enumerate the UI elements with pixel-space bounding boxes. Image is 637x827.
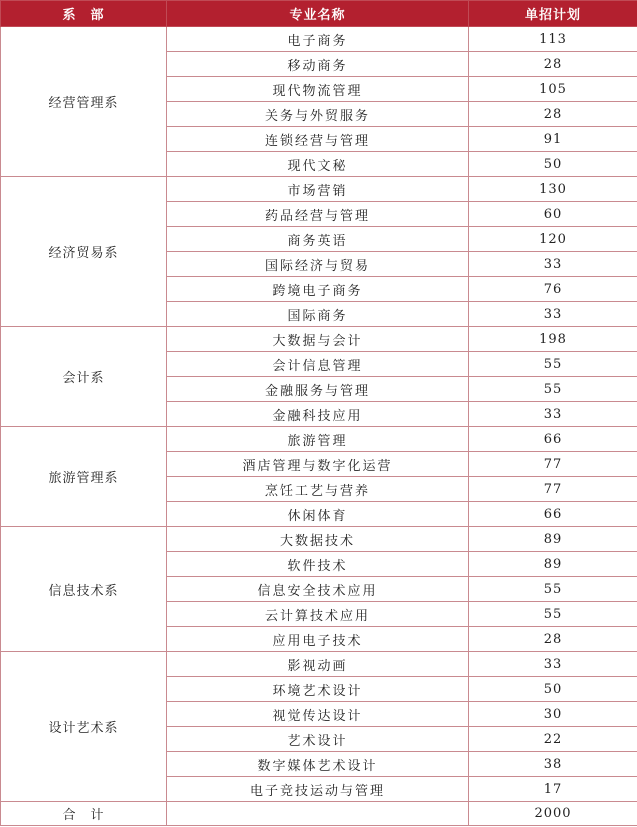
plan-count-cell: 76 — [469, 277, 637, 302]
major-name-cell: 国际商务 — [167, 302, 469, 327]
plan-count-cell: 120 — [469, 227, 637, 252]
plan-count-cell: 89 — [469, 527, 637, 552]
major-name-cell: 旅游管理 — [167, 427, 469, 452]
department-cell: 经济贸易系 — [1, 177, 167, 327]
major-name-cell: 商务英语 — [167, 227, 469, 252]
plan-count-cell: 33 — [469, 302, 637, 327]
major-name-cell: 休闲体育 — [167, 502, 469, 527]
department-cell: 会计系 — [1, 327, 167, 427]
table-row — [1, 177, 637, 202]
header-plan: 单招计划 — [469, 1, 637, 27]
major-name-cell: 药品经营与管理 — [167, 202, 469, 227]
department-cell: 旅游管理系 — [1, 427, 167, 527]
plan-count-cell: 28 — [469, 102, 637, 127]
plan-count-cell: 17 — [469, 777, 637, 802]
major-name-cell: 现代物流管理 — [167, 77, 469, 102]
major-name-cell: 金融服务与管理 — [167, 377, 469, 402]
plan-count-cell: 33 — [469, 252, 637, 277]
plan-count-cell: 55 — [469, 352, 637, 377]
plan-count-cell: 50 — [469, 677, 637, 702]
major-name-cell: 影视动画 — [167, 652, 469, 677]
plan-count-cell: 113 — [469, 27, 637, 52]
plan-count-cell: 130 — [469, 177, 637, 202]
plan-count-cell: 50 — [469, 152, 637, 177]
plan-count-cell: 30 — [469, 702, 637, 727]
plan-count-cell: 66 — [469, 427, 637, 452]
table-row — [1, 27, 637, 52]
major-name-cell: 软件技术 — [167, 552, 469, 577]
major-name-cell: 大数据与会计 — [167, 327, 469, 352]
major-name-cell: 会计信息管理 — [167, 352, 469, 377]
major-name-cell: 云计算技术应用 — [167, 602, 469, 627]
major-name-cell: 电子竞技运动与管理 — [167, 777, 469, 802]
plan-count-cell: 38 — [469, 752, 637, 777]
plan-count-cell: 55 — [469, 377, 637, 402]
plan-count-cell: 60 — [469, 202, 637, 227]
total-major — [167, 802, 469, 826]
plan-count-cell: 33 — [469, 652, 637, 677]
department-cell: 信息技术系 — [1, 527, 167, 652]
major-name-cell: 应用电子技术 — [167, 627, 469, 652]
table-row — [1, 527, 637, 552]
header-department: 系 部 — [1, 1, 167, 27]
plan-count-cell: 33 — [469, 402, 637, 427]
major-name-cell: 烹饪工艺与营养 — [167, 477, 469, 502]
department-cell: 经营管理系 — [1, 27, 167, 177]
major-name-cell: 大数据技术 — [167, 527, 469, 552]
plan-count-cell: 77 — [469, 452, 637, 477]
major-name-cell: 信息安全技术应用 — [167, 577, 469, 602]
table-row — [1, 327, 637, 352]
major-name-cell: 酒店管理与数字化运营 — [167, 452, 469, 477]
plan-count-cell: 91 — [469, 127, 637, 152]
plan-count-cell: 77 — [469, 477, 637, 502]
table-row — [1, 427, 637, 452]
major-name-cell: 视觉传达设计 — [167, 702, 469, 727]
plan-count-cell: 22 — [469, 727, 637, 752]
major-name-cell: 电子商务 — [167, 27, 469, 52]
header-row — [1, 1, 637, 27]
plan-count-cell: 55 — [469, 602, 637, 627]
plan-count-cell: 105 — [469, 77, 637, 102]
plan-count-cell: 28 — [469, 52, 637, 77]
major-name-cell: 环境艺术设计 — [167, 677, 469, 702]
plan-count-cell: 198 — [469, 327, 637, 352]
total-row — [1, 802, 637, 826]
major-name-cell: 跨境电子商务 — [167, 277, 469, 302]
plan-count-cell: 66 — [469, 502, 637, 527]
major-name-cell: 连锁经营与管理 — [167, 127, 469, 152]
total-label: 合 计 — [1, 802, 167, 826]
total-plan: 2000 — [469, 802, 637, 826]
major-name-cell: 金融科技应用 — [167, 402, 469, 427]
department-cell: 设计艺术系 — [1, 652, 167, 802]
header-major: 专业名称 — [167, 1, 469, 27]
plan-count-cell: 28 — [469, 627, 637, 652]
plan-count-cell: 55 — [469, 577, 637, 602]
table-row — [1, 652, 637, 677]
major-name-cell: 市场营销 — [167, 177, 469, 202]
major-name-cell: 国际经济与贸易 — [167, 252, 469, 277]
major-name-cell: 移动商务 — [167, 52, 469, 77]
table-body — [1, 27, 637, 802]
plan-count-cell: 89 — [469, 552, 637, 577]
major-name-cell: 艺术设计 — [167, 727, 469, 752]
major-name-cell: 现代文秘 — [167, 152, 469, 177]
major-name-cell: 关务与外贸服务 — [167, 102, 469, 127]
major-name-cell: 数字媒体艺术设计 — [167, 752, 469, 777]
